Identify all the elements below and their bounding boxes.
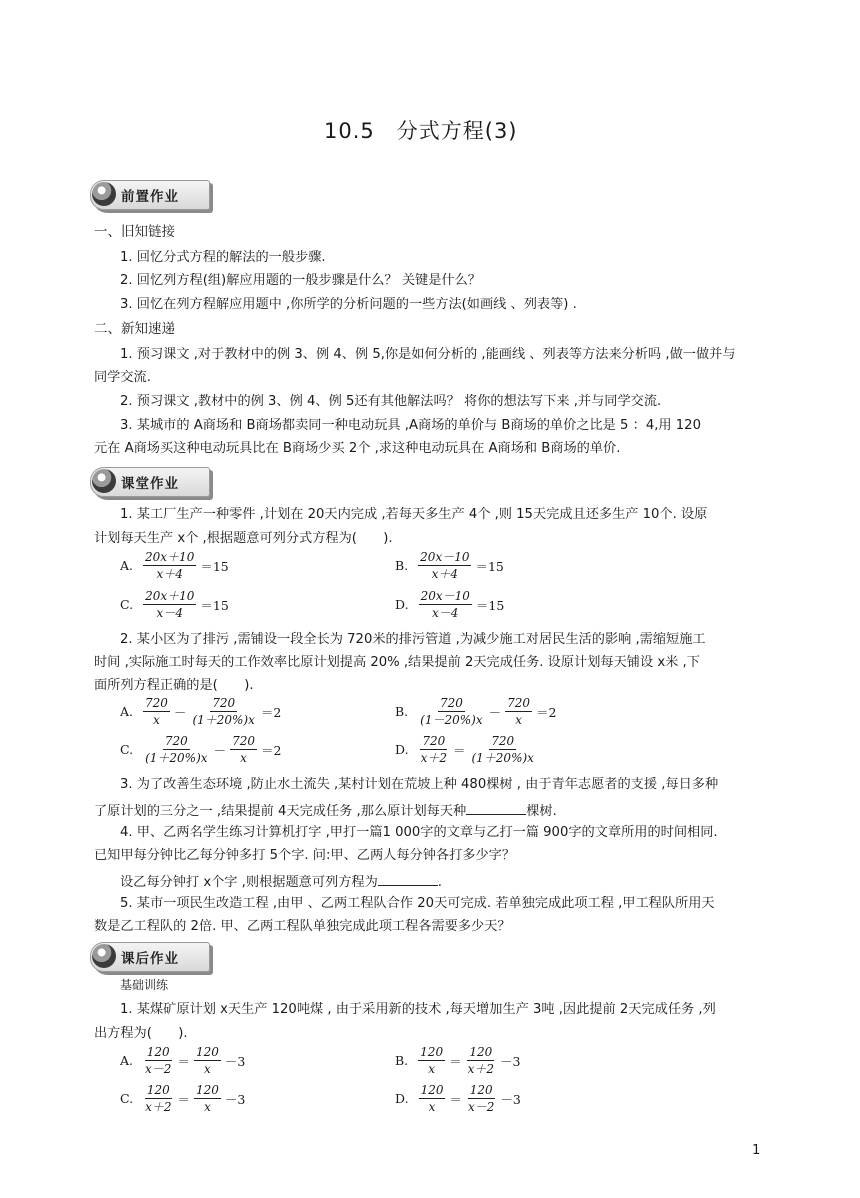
section-badge-label: 课后作业 <box>121 951 179 967</box>
book-icon <box>92 182 116 206</box>
text-line: 了原计划的三分之一 ,结果提前 4天完成任务 ,那么原计划每天种 棵树. <box>94 800 557 821</box>
section-badge-label: 前置作业 <box>121 189 179 205</box>
option-c: C. $\frac{120}{x+2}$ ＝ $\frac{120}{x}$ －3 <box>120 1083 246 1114</box>
option-c: C. $\frac{20x+10}{x-4}$ ＝15 <box>120 589 229 620</box>
text-line: 数是乙工程队的 2倍. 甲、乙两工程队单独完成此项工程各需要多少天？ <box>94 919 511 934</box>
fraction: $\frac{720}{(1-20\%)x}$ <box>420 696 483 727</box>
page-title: 10.5 分式方程(3) <box>324 119 518 143</box>
text-line: 5. 某市一项民生改造工程 ,由甲 、乙两工程队合作 20天可完成. 若单独完成此项工程 ,甲工程队所用天 <box>120 896 715 911</box>
section-badge-pre <box>90 180 210 210</box>
text-line: 面所列方程正确的是( ). <box>94 678 254 693</box>
text-line: 出方程为( ). <box>94 1026 188 1041</box>
text-line: 1. 某煤矿原计划 x天生产 120吨煤 , 由于采用新的技术 ,每天增加生产 3吨 ,因此提前 2天完成任务 ,列 <box>120 1002 716 1017</box>
text-line: 2. 某小区为了排污 ,需铺设一段全长为 720米的排污管道 ,为减少施工对居民生活的影响 ,需缩短施工 <box>120 632 706 647</box>
fraction: $\frac{120}{x}$ <box>420 1045 444 1076</box>
option-b: B. $\frac{720}{(1-20\%)x}$ － $\frac{720}{x}$ ＝2 <box>395 696 557 727</box>
text-line: 1. 回忆分式方程的解法的一般步骤. <box>120 250 326 265</box>
fraction: $\frac{120}{x+2}$ <box>145 1083 172 1114</box>
fraction: $\frac{120}{x-2}$ <box>467 1083 495 1114</box>
fraction: $\frac{120}{x}$ <box>420 1083 444 1114</box>
option-a: A. $\frac{120}{x-2}$ ＝ $\frac{120}{x}$ －3 <box>120 1045 246 1076</box>
option-a: A. $\frac{20x+10}{x+4}$ ＝15 <box>120 550 229 581</box>
text-line: 时间 ,实际施工时每天的工作效率比原计划提高 20% ,结果提前 2天完成任务. 设原计划每天铺设 x米 ,下 <box>94 655 700 670</box>
text-line: 2. 预习课文 ,教材中的例 3、例 4、例 5还有其他解法吗？ 将你的想法写下来 ,并与同学交流. <box>120 394 662 409</box>
section-heading: 一、旧知链接 <box>94 224 175 240</box>
text-line: 3. 回忆在列方程解应用题中 ,你所学的分析问题的一些方法(如画线 、列表等) . <box>120 297 577 312</box>
fraction: $\frac{120}{x}$ <box>196 1083 219 1114</box>
fraction: $\frac{720}{x}$ <box>232 734 255 765</box>
answer-blank[interactable] <box>378 871 438 886</box>
answer-blank[interactable] <box>466 800 526 815</box>
fraction: $\frac{20x+10}{x+4}$ <box>145 550 195 581</box>
fraction: $\frac{720}{(1+20\%)x}$ <box>471 734 534 765</box>
option-b: B. $\frac{120}{x}$ ＝ $\frac{120}{x+2}$ －3 <box>395 1045 521 1076</box>
fraction: $\frac{20x-10}{x+4}$ <box>420 550 470 581</box>
section-heading: 二、新知速递 <box>94 321 175 337</box>
text-line: 设乙每分钟打 x个字 ,则根据题意可列方程为 . <box>120 871 442 892</box>
text-line: 1. 预习课文 ,对于教材中的例 3、例 4、例 5,你是如何分析的 ,能画线 、列表等方法来分析吗 ,做一做并与 <box>120 347 736 362</box>
option-d: D. $\frac{120}{x}$ ＝ $\frac{120}{x-2}$ －3 <box>395 1083 521 1114</box>
option-d: D. $\frac{20x-10}{x-4}$ ＝15 <box>395 589 505 620</box>
play-icon <box>92 469 116 493</box>
text-line: 4. 甲、乙两名学生练习计算机打字 ,甲打一篇1 000字的文章与乙打一篇 900字的文章所用的时间相同. <box>120 825 718 840</box>
fraction: $\frac{120}{x}$ <box>195 1045 219 1076</box>
option-c: C. $\frac{720}{(1+20\%)x}$ － $\frac{720}{x}$ ＝2 <box>120 734 282 765</box>
section-badge-class <box>90 467 210 497</box>
option-d: D. $\frac{720}{x+2}$ ＝ $\frac{720}{(1+20\%)x}$ <box>395 734 534 765</box>
fraction: $\frac{720}{(1+20\%)x}$ <box>145 734 208 765</box>
text-line: 元在 A商场买这种电动玩具比在 B商场少买 2个 ,求这种电动玩具在 A商场和 B商场的单价. <box>94 441 621 456</box>
fraction: $\frac{720}{(1+20\%)x}$ <box>192 696 255 727</box>
fraction: $\frac{20x+10}{x-4}$ <box>145 589 195 620</box>
text-line: 2. 回忆列方程(组)解应用题的一般步骤是什么？ 关键是什么？ <box>120 273 481 288</box>
section-badge-label: 课堂作业 <box>121 476 179 492</box>
fraction: $\frac{720}{x+2}$ <box>420 734 447 765</box>
fraction: $\frac{120}{x-2}$ <box>145 1045 172 1076</box>
text-line: 同学交流. <box>94 370 151 385</box>
subsection-heading: 基础训练 <box>120 978 169 992</box>
text-line: 计划每天生产 x个 ,根据题意可列分式方程为( ). <box>94 531 393 546</box>
text-line: 已知甲每分钟比乙每分钟多打 5个字. 问:甲、乙两人每分钟各打多少字？ <box>94 848 516 863</box>
page-number: 1 <box>752 1143 761 1158</box>
fraction: $\frac{20x-10}{x-4}$ <box>420 589 470 620</box>
section-badge-after <box>90 942 210 972</box>
text-line: 1. 某工厂生产一种零件 ,计划在 20天内完成 ,若每天多生产 4个 ,则 15天完成且还多生产 10个. 设原 <box>120 507 708 522</box>
fraction: $\frac{720}{x}$ <box>507 696 531 727</box>
text-line: 3. 某城市的 A商场和 B商场都卖同一种电动玩具 ,A商场的单价与 B商场的单价之比是 5 ：4,用 120 <box>120 418 701 433</box>
pencil-icon <box>92 944 116 968</box>
option-b: B. $\frac{20x-10}{x+4}$ ＝15 <box>395 550 504 581</box>
option-a: A. $\frac{720}{x}$ － $\frac{720}{(1+20\%)x}$ ＝2 <box>120 696 282 727</box>
fraction: $\frac{120}{x+2}$ <box>467 1045 494 1076</box>
fraction: $\frac{720}{x}$ <box>145 696 168 727</box>
text-line: 3. 为了改善生态环境 ,防止水土流失 ,某村计划在荒坡上种 480棵树 , 由于青年志愿者的支援 ,每日多种 <box>120 777 719 792</box>
